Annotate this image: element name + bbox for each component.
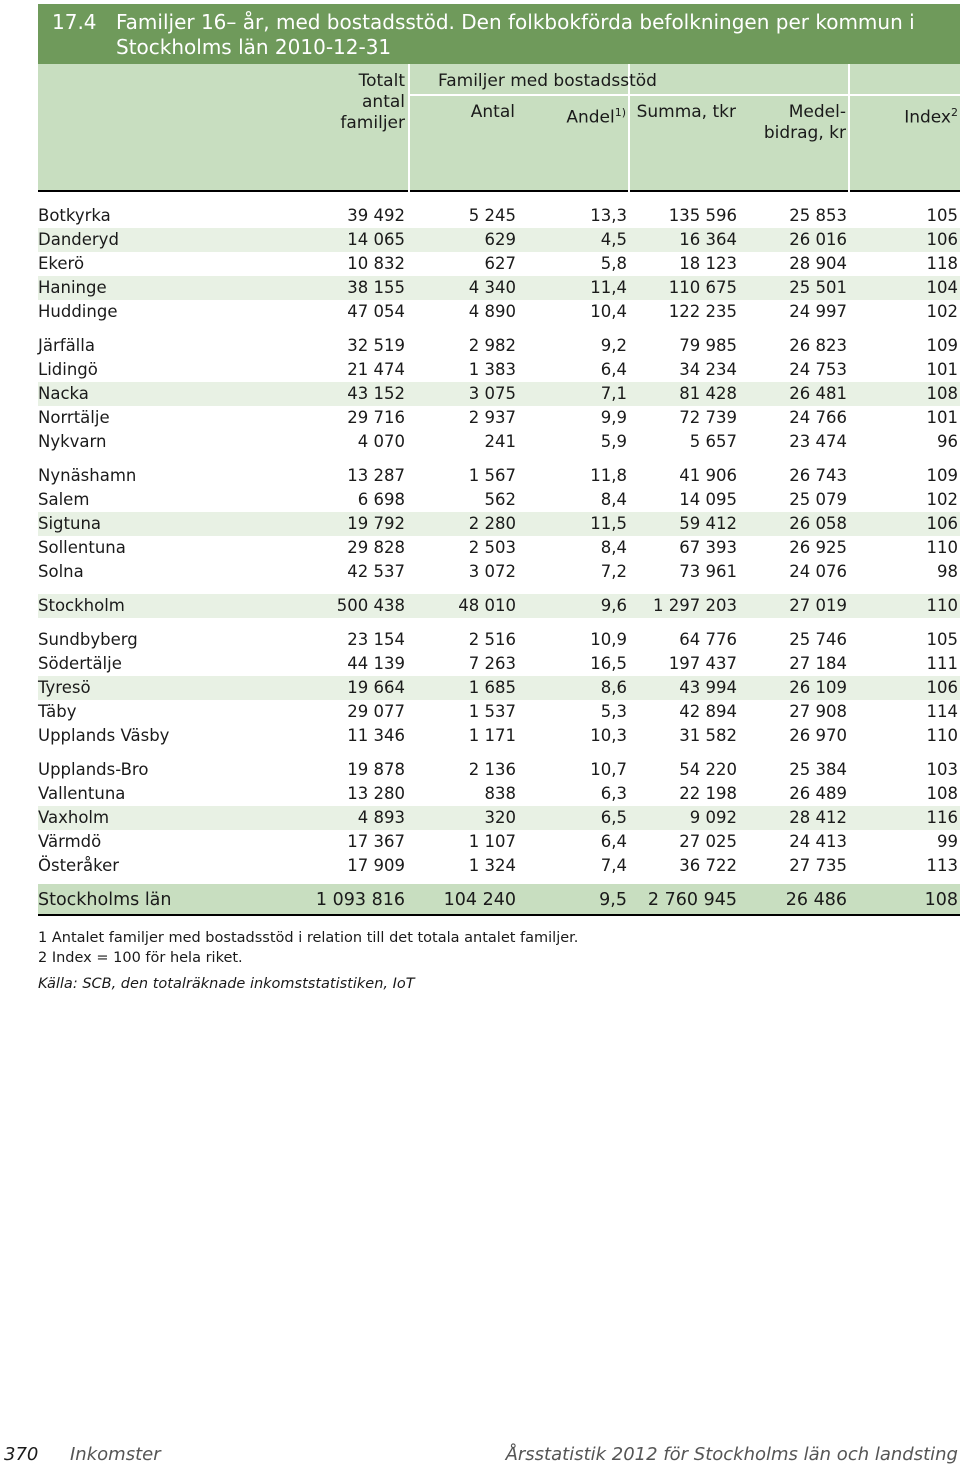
cell-andel: 5,3 (600, 702, 627, 721)
footnote-2: 2 Index = 100 för hela riket. (38, 950, 243, 966)
cell-index: 110 (926, 538, 958, 557)
header-total-line1: Totalt (358, 71, 405, 91)
total-row-antal: 104 240 (443, 890, 516, 910)
cell-antal: 1 107 (468, 832, 516, 851)
cell-index: 116 (926, 808, 958, 827)
cell-medel: 26 016 (789, 230, 847, 249)
table-row (38, 782, 960, 806)
cell-summa: 73 961 (679, 562, 737, 581)
cell-summa: 22 198 (679, 784, 737, 803)
table-row (38, 652, 960, 676)
cell-andel: 8,6 (600, 678, 627, 697)
table-number: 17.4 (52, 10, 97, 34)
cell-name: Huddinge (38, 302, 118, 321)
cell-antal: 1 383 (468, 360, 516, 379)
cell-antal: 3 072 (468, 562, 516, 581)
cell-antal: 1 567 (468, 466, 516, 485)
cell-name: Sigtuna (38, 514, 102, 533)
cell-summa: 31 582 (679, 726, 737, 745)
table-row (38, 628, 960, 652)
table-row (38, 512, 960, 536)
cell-name: Sundbyberg (38, 630, 138, 649)
cell-index: 109 (926, 336, 958, 355)
cell-name: Nynäshamn (38, 466, 137, 485)
cell-andel: 11,5 (590, 514, 627, 533)
table-row (38, 382, 960, 406)
cell-medel: 25 384 (789, 760, 847, 779)
table-title-bar (38, 4, 960, 64)
cell-index: 106 (926, 514, 958, 533)
column-divider (848, 64, 850, 192)
cell-andel: 10,9 (590, 630, 627, 649)
cell-total: 13 280 (347, 784, 405, 803)
cell-andel: 9,2 (600, 336, 627, 355)
cell-name: Vaxholm (38, 808, 110, 827)
cell-summa: 1 297 203 (653, 596, 737, 615)
cell-antal: 1 685 (468, 678, 516, 697)
cell-name: Täby (38, 702, 77, 721)
cell-name: Solna (38, 562, 84, 581)
cell-medel: 27 184 (789, 654, 847, 673)
cell-antal: 1 324 (468, 856, 516, 875)
cell-name: Järfälla (38, 336, 95, 355)
cell-andel: 11,8 (590, 466, 627, 485)
cell-medel: 28 904 (789, 254, 847, 273)
cell-summa: 18 123 (679, 254, 737, 273)
cell-andel: 5,9 (600, 432, 627, 451)
source-note: Källa: SCB, den totalräknade inkomststatistiken, IoT (38, 976, 415, 992)
table-row (38, 560, 960, 584)
cell-andel: 10,3 (590, 726, 627, 745)
table-row (38, 358, 960, 382)
cell-antal: 2 516 (468, 630, 516, 649)
cell-total: 10 832 (347, 254, 405, 273)
cell-name: Lidingö (38, 360, 98, 379)
cell-andel: 16,5 (590, 654, 627, 673)
header-total-label (300, 71, 405, 134)
cell-total: 4 070 (357, 432, 405, 451)
cell-summa: 79 985 (679, 336, 737, 355)
cell-medel: 27 908 (789, 702, 847, 721)
cell-summa: 27 025 (679, 832, 737, 851)
cell-index: 102 (926, 490, 958, 509)
cell-total: 23 154 (347, 630, 405, 649)
cell-total: 32 519 (347, 336, 405, 355)
cell-name: Österåker (38, 856, 120, 875)
cell-total: 29 716 (347, 408, 405, 427)
cell-name: Danderyd (38, 230, 119, 249)
cell-medel: 24 997 (789, 302, 847, 321)
cell-summa: 41 906 (679, 466, 737, 485)
cell-medel: 26 970 (789, 726, 847, 745)
table-row (38, 464, 960, 488)
cell-index: 103 (926, 760, 958, 779)
group-divider (410, 94, 960, 96)
cell-name: Södertälje (38, 654, 122, 673)
cell-total: 21 474 (347, 360, 405, 379)
table-row (38, 724, 960, 748)
table-row (38, 204, 960, 228)
header-index-sup: 2 (951, 106, 958, 119)
cell-andel: 6,4 (600, 832, 627, 851)
cell-andel: 9,9 (600, 408, 627, 427)
cell-summa: 34 234 (679, 360, 737, 379)
cell-medel: 25 853 (789, 206, 847, 225)
cell-index: 99 (937, 832, 958, 851)
cell-andel: 10,7 (590, 760, 627, 779)
table-row (38, 406, 960, 430)
cell-antal: 2 937 (468, 408, 516, 427)
cell-total: 29 828 (347, 538, 405, 557)
header-andel-text: Andel (566, 107, 615, 128)
cell-total: 4 893 (357, 808, 405, 827)
cell-index: 111 (926, 654, 958, 673)
total-row-index: 108 (924, 890, 958, 910)
header-total-line2: antal (362, 92, 405, 112)
cell-summa: 59 412 (679, 514, 737, 533)
cell-antal: 2 503 (468, 538, 516, 557)
cell-medel: 23 474 (789, 432, 847, 451)
cell-name: Upplands-Bro (38, 760, 149, 779)
cell-summa: 36 722 (679, 856, 737, 875)
cell-antal: 2 136 (468, 760, 516, 779)
cell-antal: 7 263 (468, 654, 516, 673)
cell-summa: 81 428 (679, 384, 737, 403)
cell-name: Nacka (38, 384, 89, 403)
header-index (852, 102, 958, 129)
section-name: Inkomster (70, 1444, 161, 1465)
cell-andel: 11,4 (590, 278, 627, 297)
table-row (38, 700, 960, 724)
cell-total: 500 438 (336, 596, 405, 615)
cell-index: 106 (926, 230, 958, 249)
total-row-summa: 2 760 945 (647, 890, 737, 910)
table-row (38, 334, 960, 358)
cell-andel: 6,3 (600, 784, 627, 803)
cell-antal: 3 075 (468, 384, 516, 403)
cell-total: 39 492 (347, 206, 405, 225)
cell-index: 118 (926, 254, 958, 273)
cell-summa: 14 095 (679, 490, 737, 509)
cell-summa: 67 393 (679, 538, 737, 557)
cell-name: Botkyrka (38, 206, 111, 225)
cell-andel: 6,4 (600, 360, 627, 379)
cell-name: Sollentuna (38, 538, 126, 557)
table-row (38, 300, 960, 324)
header-andel (520, 102, 626, 129)
cell-summa: 72 739 (679, 408, 737, 427)
table-row (38, 758, 960, 782)
cell-andel: 8,4 (600, 490, 627, 509)
header-antal: Antal (470, 102, 515, 122)
header-index-text: Index (904, 107, 951, 128)
cell-antal: 320 (484, 808, 516, 827)
cell-andel: 10,4 (590, 302, 627, 321)
cell-antal: 629 (484, 230, 516, 249)
cell-name: Vallentuna (38, 784, 126, 803)
cell-total: 19 664 (347, 678, 405, 697)
cell-name: Ekerö (38, 254, 85, 273)
cell-index: 101 (926, 408, 958, 427)
publication-title: Årsstatistik 2012 för Stockholms län och landsting (505, 1444, 958, 1465)
cell-index: 109 (926, 466, 958, 485)
cell-andel: 7,1 (600, 384, 627, 403)
cell-antal: 241 (484, 432, 516, 451)
cell-name: Nykvarn (38, 432, 107, 451)
cell-andel: 13,3 (590, 206, 627, 225)
table-row (38, 430, 960, 454)
cell-antal: 627 (484, 254, 516, 273)
cell-summa: 197 437 (668, 654, 737, 673)
cell-andel: 5,8 (600, 254, 627, 273)
cell-medel: 25 501 (789, 278, 847, 297)
header-medelbidrag (740, 102, 846, 144)
total-row-total: 1 093 816 (315, 890, 405, 910)
header-andel-sup: 1) (614, 106, 626, 119)
cell-medel: 27 019 (789, 596, 847, 615)
cell-summa: 5 657 (689, 432, 737, 451)
cell-medel: 26 058 (789, 514, 847, 533)
cell-antal: 562 (484, 490, 516, 509)
cell-medel: 26 925 (789, 538, 847, 557)
cell-index: 106 (926, 678, 958, 697)
table-row (38, 252, 960, 276)
cell-index: 113 (926, 856, 958, 875)
cell-index: 101 (926, 360, 958, 379)
cell-summa: 110 675 (668, 278, 737, 297)
cell-total: 11 346 (347, 726, 405, 745)
cell-name: Tyresö (38, 678, 91, 697)
table-row (38, 676, 960, 700)
cell-total: 19 792 (347, 514, 405, 533)
cell-antal: 838 (484, 784, 516, 803)
table-row (38, 276, 960, 300)
cell-summa: 64 776 (679, 630, 737, 649)
cell-antal: 2 982 (468, 336, 516, 355)
cell-medel: 26 109 (789, 678, 847, 697)
cell-medel: 27 735 (789, 856, 847, 875)
cell-total: 13 287 (347, 466, 405, 485)
cell-medel: 26 823 (789, 336, 847, 355)
cell-index: 114 (926, 702, 958, 721)
cell-name: Salem (38, 490, 90, 509)
cell-medel: 25 746 (789, 630, 847, 649)
cell-medel: 26 743 (789, 466, 847, 485)
cell-antal: 1 537 (468, 702, 516, 721)
cell-total: 14 065 (347, 230, 405, 249)
cell-index: 96 (937, 432, 958, 451)
total-row (38, 884, 960, 916)
header-total-line3: familjer (340, 113, 405, 133)
cell-antal: 2 280 (468, 514, 516, 533)
cell-index: 104 (926, 278, 958, 297)
header-group-label: Familjer med bostadsstöd (438, 71, 657, 91)
header-medel-line2: bidrag, kr (763, 123, 846, 143)
cell-summa: 42 894 (679, 702, 737, 721)
header-medel-line1: Medel- (788, 102, 846, 122)
table-row (38, 228, 960, 252)
table-title: Familjer 16– år, med bostadsstöd. Den folkbokförda befolkningen per kommun i Stockholms län 2010-12-31 (116, 10, 915, 59)
cell-summa: 9 092 (689, 808, 737, 827)
cell-index: 110 (926, 726, 958, 745)
cell-antal: 1 171 (468, 726, 516, 745)
table-row (38, 488, 960, 512)
cell-antal: 5 245 (468, 206, 516, 225)
footnotes (38, 928, 578, 968)
table-row (38, 830, 960, 854)
cell-summa: 135 596 (668, 206, 737, 225)
cell-total: 47 054 (347, 302, 405, 321)
cell-name: Värmdö (38, 832, 102, 851)
cell-index: 105 (926, 630, 958, 649)
column-divider (408, 64, 410, 192)
cell-total: 44 139 (347, 654, 405, 673)
cell-summa: 43 994 (679, 678, 737, 697)
table-row (38, 854, 960, 878)
table-row (38, 536, 960, 560)
cell-name: Haninge (38, 278, 107, 297)
cell-andel: 7,4 (600, 856, 627, 875)
header-summa: Summa, tkr (636, 102, 736, 122)
cell-medel: 24 076 (789, 562, 847, 581)
cell-total: 17 909 (347, 856, 405, 875)
total-row-andel: 9,5 (599, 890, 627, 910)
cell-andel: 4,5 (600, 230, 627, 249)
cell-index: 108 (926, 384, 958, 403)
cell-antal: 4 890 (468, 302, 516, 321)
cell-index: 110 (926, 596, 958, 615)
total-row-medel: 26 486 (785, 890, 847, 910)
page-footer (0, 1444, 960, 1468)
cell-total: 38 155 (347, 278, 405, 297)
cell-medel: 26 489 (789, 784, 847, 803)
table-row (38, 806, 960, 830)
cell-andel: 6,5 (600, 808, 627, 827)
cell-andel: 8,4 (600, 538, 627, 557)
cell-medel: 25 079 (789, 490, 847, 509)
cell-summa: 16 364 (679, 230, 737, 249)
cell-andel: 7,2 (600, 562, 627, 581)
cell-andel: 9,6 (600, 596, 627, 615)
footnote-1: 1 Antalet familjer med bostadsstöd i relation till det totala antalet familjer. (38, 930, 579, 946)
cell-index: 105 (926, 206, 958, 225)
cell-total: 19 878 (347, 760, 405, 779)
cell-index: 98 (937, 562, 958, 581)
cell-medel: 24 766 (789, 408, 847, 427)
cell-medel: 28 412 (789, 808, 847, 827)
page-number: 370 (4, 1444, 39, 1465)
cell-medel: 26 481 (789, 384, 847, 403)
table-row (38, 594, 960, 618)
cell-medel: 24 753 (789, 360, 847, 379)
data-table-body (38, 204, 960, 878)
cell-total: 43 152 (347, 384, 405, 403)
cell-index: 108 (926, 784, 958, 803)
cell-name: Stockholm (38, 596, 125, 615)
cell-antal: 48 010 (458, 596, 516, 615)
cell-summa: 54 220 (679, 760, 737, 779)
cell-total: 29 077 (347, 702, 405, 721)
cell-name: Upplands Väsby (38, 726, 170, 745)
cell-summa: 122 235 (668, 302, 737, 321)
cell-total: 6 698 (357, 490, 405, 509)
cell-name: Norrtälje (38, 408, 110, 427)
cell-medel: 24 413 (789, 832, 847, 851)
cell-index: 102 (926, 302, 958, 321)
cell-total: 17 367 (347, 832, 405, 851)
total-row-name: Stockholms län (38, 890, 172, 910)
cell-antal: 4 340 (468, 278, 516, 297)
cell-total: 42 537 (347, 562, 405, 581)
